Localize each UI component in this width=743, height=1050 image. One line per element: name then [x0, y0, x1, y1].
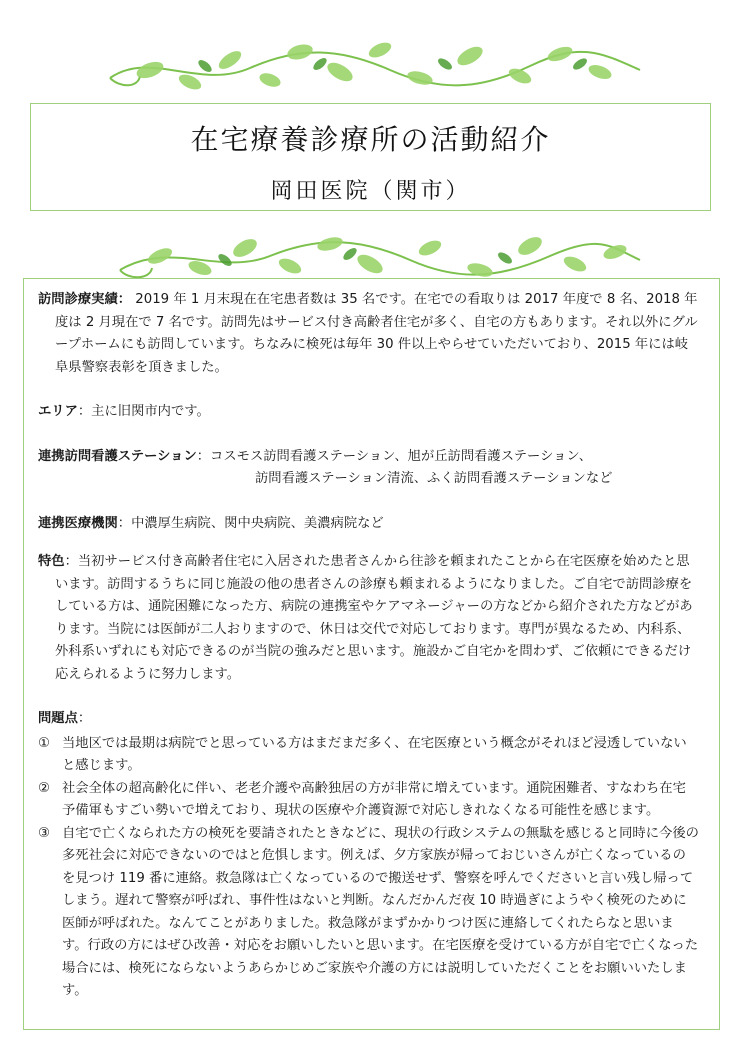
content-box: [23, 278, 720, 1030]
nursing-line-1: ：コスモス訪問看護ステーション、旭が丘訪問看護ステーション、: [196, 448, 592, 464]
hospitals-label: 連携医療機関: [38, 515, 118, 531]
list-item: [38, 733, 699, 778]
area-text: ：主に旧関市内です。: [77, 404, 210, 419]
page-title: 在宅療養診療所の活動紹介: [190, 123, 551, 156]
nursing-label: 連携訪問看護ステーション: [38, 448, 197, 464]
nursing-line-2: 訪問看護ステーション清流、ふく訪問看護ステーションなど: [255, 471, 613, 486]
visit-record-label: 訪問診療実績：: [38, 292, 132, 307]
section-area: [38, 401, 699, 424]
list-item: [38, 778, 699, 823]
problem-number: ③: [38, 825, 50, 841]
title-box: [30, 103, 711, 211]
section-hospitals: [38, 513, 699, 536]
problem-text: 当地区では最期は病院でと思っている方はまだまだ多く、在宅医療という概念がそれほど浸透していないと感じます。: [62, 735, 687, 773]
problem-text: 社会全体の超高齢化に伴い、老老介護や高齢独居の方が非常に増えています。通院困難者、すなわち在宅予備軍もすごい勢いで増えており、現状の医療や介護資源で対応しきれなくなる可能性を感じます。: [62, 780, 686, 818]
area-label: エリア: [38, 404, 78, 419]
middle-vine-decoration: [0, 226, 743, 286]
features-label: 特色: [38, 554, 65, 569]
visit-record-text: 2019 年 1 月末現在在宅患者数は 35 名です。在宅での看取りは 2017 年度で 8 名、2018 年度は 2 月現在で 7 名です。訪問先はサービス付き高齢者住宅が多く、自宅の方もあります。それ以外にグループホームにも訪問しています。ちなみに検死は毎年 30 件以上やらせていただいており、2015 年には岐阜県警察表彰を頂きました。: [55, 292, 698, 375]
section-visit-record: [38, 289, 699, 379]
features-text: ：当初サービス付き高齢者住宅に入居された患者さんから往診を頼まれたことから在宅医療を始めたと思います。訪問するうちに同じ施設の他の患者さんの診療も頼まれるようになりました。ご自宅で訪問診療をしている方は、通院困難になった方、病院の連携室やケアマネージャーの方などから紹介された方などがあります。当院には医師が二人おりますので、休日は交代で対応しております。専門が異なるため、内科系、外科系いずれにも対応できるのが当院の強みだと思います。施設かご自宅かを問わず、ご依頼にできるだけ応えられるように努力します。: [55, 554, 693, 682]
problem-text: 自宅で亡くなられた方の検死を要請されたときなどに、現状の行政システムの無駄を感じると同時に今後の多死社会に対応できないのではと危惧します。例えば、夕方家族が帰っておじいさんが亡くなっているのを見つけ 119 番に連絡。救急隊は亡くなっているので搬送せず、警察を呼んでくださいと言い残し帰ってしまう。遅れて警察が呼ばれ、事件性はないと判断。なんだかんだ夜 10 時過ぎにようやく検死のために医師が呼ばれた。なんてことがありました。救急隊がまずかかりつけ医に連絡してくれたらなと思います。行政の方にはぜひ改善・対応をお願いしたいと思います。在宅医療を受けている方が自宅で亡くなった場合には、検死にならないようあらかじめご家族や介護の方には説明していただくことをお願いいたします。: [62, 825, 699, 998]
problem-number: ②: [38, 780, 50, 796]
problem-number: ①: [38, 735, 50, 751]
page-subtitle: 岡田医院（関市）: [270, 179, 471, 204]
hospitals-text: ：中濃厚生病院、関中央病院、美濃病院など: [117, 515, 384, 531]
list-item: [38, 823, 699, 1003]
section-features: [38, 551, 699, 686]
problems-colon: ：: [77, 711, 92, 726]
section-problems: [38, 708, 699, 1003]
section-nursing-stations: [38, 446, 699, 491]
problems-list: [38, 733, 699, 1003]
top-vine-decoration: [0, 30, 743, 100]
problems-label: 問題点: [38, 711, 78, 726]
